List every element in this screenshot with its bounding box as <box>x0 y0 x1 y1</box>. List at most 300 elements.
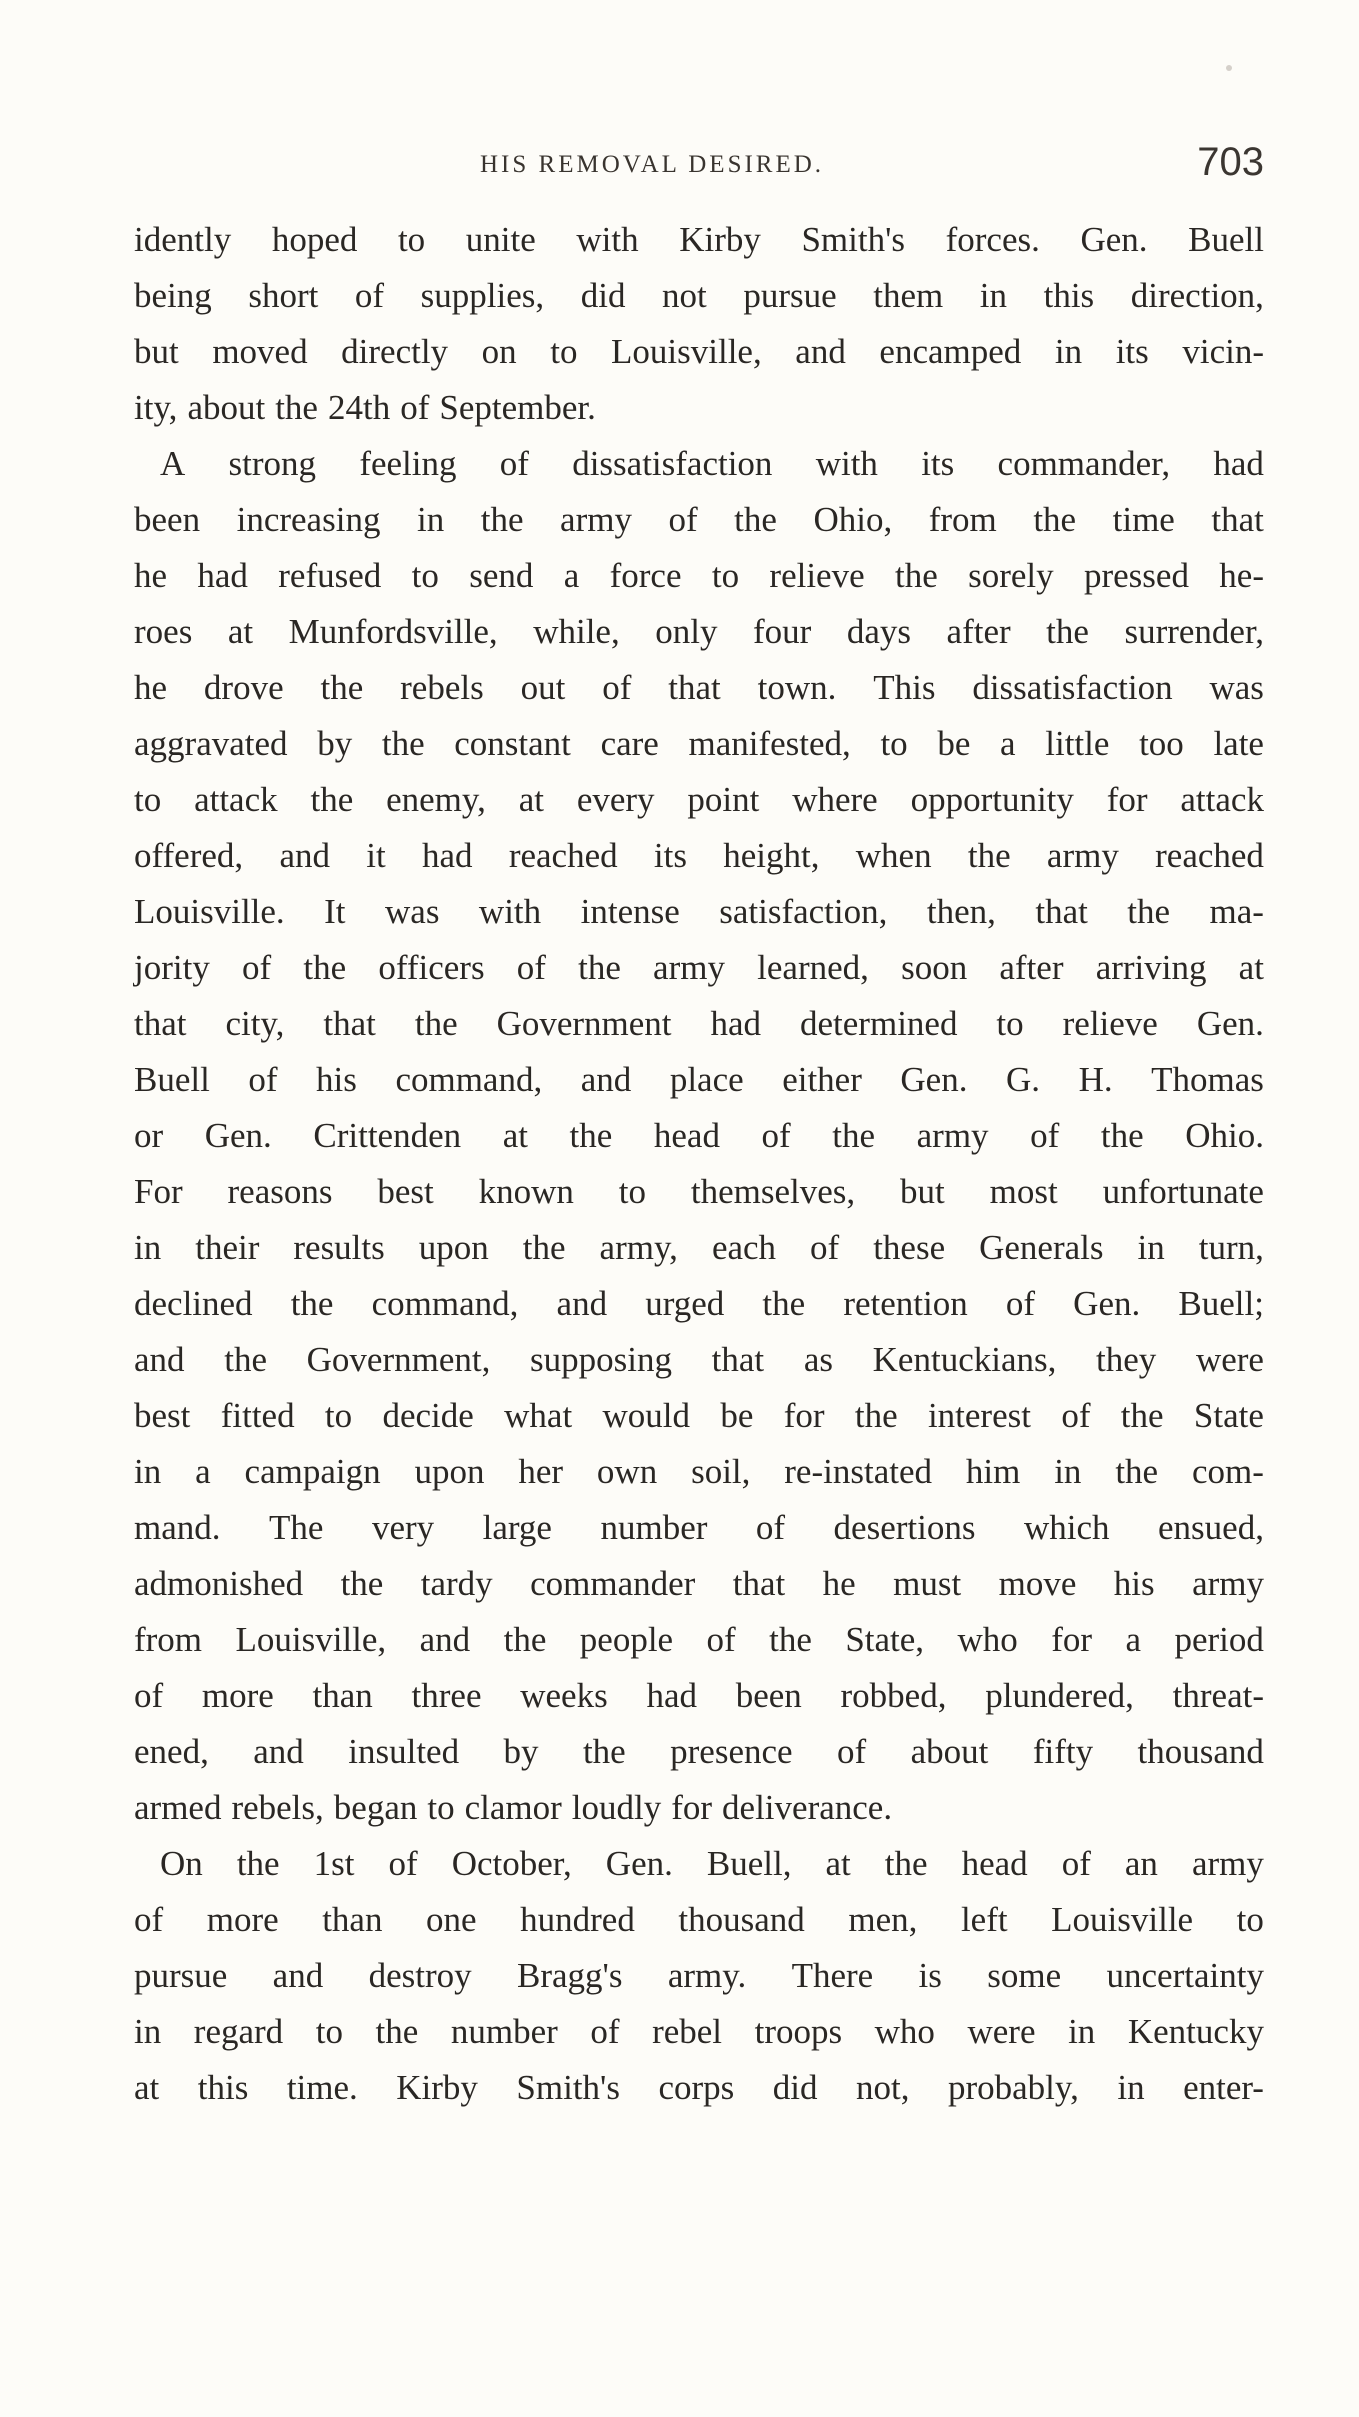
word: of <box>499 444 529 483</box>
word: to <box>618 1172 646 1211</box>
word: had <box>646 1676 697 1715</box>
word: corps <box>658 2068 735 2107</box>
word: force <box>609 556 682 595</box>
word: for <box>783 1396 825 1435</box>
word: had <box>710 1004 762 1043</box>
word: he <box>134 668 168 707</box>
word: out <box>520 668 566 707</box>
word: constant <box>454 724 571 763</box>
word: to <box>996 1004 1024 1043</box>
word: Gen. <box>1080 220 1148 259</box>
word: at <box>134 2068 160 2107</box>
word: at <box>227 612 254 651</box>
word: vicin- <box>1182 332 1264 371</box>
word: that <box>323 1004 376 1043</box>
word: Smith's <box>516 2068 620 2107</box>
word: army <box>916 1116 989 1155</box>
text-line <box>134 1108 1264 1164</box>
word: loudly <box>571 1788 662 1827</box>
word: her <box>518 1452 564 1491</box>
text-line <box>134 1948 1264 2004</box>
word: the <box>884 1844 928 1883</box>
word: to <box>550 332 578 371</box>
word: command, <box>395 1060 543 1099</box>
word: Buell, <box>706 1844 792 1883</box>
word: what <box>504 1396 573 1435</box>
text-line <box>134 996 1264 1052</box>
word: the <box>275 388 318 427</box>
word: for <box>1051 1620 1093 1659</box>
word: he <box>822 1564 856 1603</box>
word: robbed, <box>840 1676 947 1715</box>
word: army <box>1192 1564 1264 1603</box>
word: reached <box>1155 836 1264 875</box>
word: in <box>979 276 1008 315</box>
word: Gen. <box>900 1060 968 1099</box>
word: army <box>560 500 632 539</box>
word: did <box>772 2068 818 2107</box>
text-line <box>134 1556 1264 1612</box>
word: point <box>687 780 760 819</box>
word: be <box>720 1396 754 1435</box>
word: attack <box>1180 780 1264 819</box>
word: sorely <box>968 556 1054 595</box>
text-line <box>134 492 1264 548</box>
word: rebel <box>652 2012 723 2051</box>
word: the <box>414 1004 458 1043</box>
word: themselves, <box>690 1172 856 1211</box>
word: A <box>160 444 186 483</box>
word: height, <box>723 836 820 875</box>
word: were <box>1195 1340 1264 1379</box>
word: which <box>1023 1508 1110 1547</box>
word: the <box>310 780 354 819</box>
word: threat- <box>1172 1676 1264 1715</box>
word: Louisville. <box>134 892 285 931</box>
word: of <box>388 1844 418 1883</box>
word: It <box>324 892 346 931</box>
word: their <box>195 1228 260 1267</box>
word: in <box>1068 2012 1096 2051</box>
word: commander <box>530 1564 696 1603</box>
word: Louisville <box>1051 1900 1194 1939</box>
word: the <box>569 1116 613 1155</box>
paragraph-start-line <box>134 436 1264 492</box>
word: declined <box>134 1284 253 1323</box>
word: the <box>522 1228 566 1267</box>
word: either <box>782 1060 862 1099</box>
print-speck <box>1226 65 1232 71</box>
word: its <box>921 444 955 483</box>
word: were <box>967 2012 1036 2051</box>
word: supplies, <box>420 276 545 315</box>
word: with <box>815 444 878 483</box>
word: in <box>134 1228 162 1267</box>
word: the <box>1046 612 1089 651</box>
word: for <box>671 1788 713 1827</box>
text-line <box>134 2004 1264 2060</box>
word: the <box>1033 500 1077 539</box>
word: in <box>1117 2068 1145 2107</box>
word: surrender, <box>1124 612 1264 651</box>
word: move <box>998 1564 1077 1603</box>
word: to <box>711 556 740 595</box>
word: refused <box>278 556 382 595</box>
word: and <box>795 332 846 371</box>
word: than <box>322 1900 383 1939</box>
text-line <box>134 660 1264 716</box>
word: troops <box>754 2012 843 2051</box>
word: this <box>1043 276 1095 315</box>
word: be <box>937 724 971 763</box>
page-header <box>480 133 1264 193</box>
word: a <box>1125 1620 1142 1659</box>
word: decide <box>382 1396 474 1435</box>
word: that <box>668 668 721 707</box>
word: of <box>242 948 272 987</box>
word: rebels, <box>231 1788 324 1827</box>
word: of <box>668 500 698 539</box>
word: retention <box>843 1284 968 1323</box>
word: and <box>272 1956 324 1995</box>
word: than <box>312 1676 373 1715</box>
text-line <box>134 1500 1264 1556</box>
word: of <box>1030 1116 1060 1155</box>
word: strong <box>228 444 317 483</box>
word: by <box>317 724 353 763</box>
word: of <box>837 1732 867 1771</box>
word: Kirby <box>679 220 761 259</box>
word: head <box>653 1116 720 1155</box>
word: days <box>846 612 911 651</box>
text-line <box>134 1668 1264 1724</box>
word: Louisville, <box>235 1620 387 1659</box>
word: of <box>1061 1844 1091 1883</box>
word: head <box>961 1844 1028 1883</box>
word: command, <box>371 1284 519 1323</box>
word: fifty <box>1032 1732 1094 1771</box>
word: thousand <box>678 1900 805 1939</box>
word: of <box>1005 1284 1036 1323</box>
word: For <box>134 1172 183 1211</box>
word: men, <box>848 1900 918 1939</box>
text-line <box>134 324 1264 380</box>
word: these <box>873 1228 946 1267</box>
word: soil, <box>691 1452 751 1491</box>
word: determined <box>800 1004 958 1043</box>
word: Kentucky <box>1127 2012 1264 2051</box>
word: plundered, <box>985 1676 1134 1715</box>
word: the <box>762 1284 806 1323</box>
word: place <box>669 1060 744 1099</box>
word: of <box>134 1900 164 1939</box>
text-line <box>134 1612 1264 1668</box>
word: Bragg's <box>516 1956 623 1995</box>
word: and <box>580 1060 632 1099</box>
word: Gen. <box>1196 1004 1264 1043</box>
word: hoped <box>271 220 358 259</box>
word: October, <box>451 1844 572 1883</box>
word: in <box>1054 1452 1082 1491</box>
word: to <box>324 1396 353 1435</box>
word: arriving <box>1095 948 1207 987</box>
word: and <box>419 1620 471 1659</box>
text-line <box>134 1332 1264 1388</box>
text-line <box>134 1220 1264 1276</box>
word: that <box>1211 500 1264 539</box>
word: G. <box>1006 1060 1041 1099</box>
word: Munfordsville, <box>288 612 498 651</box>
word: for <box>1106 780 1148 819</box>
word: by <box>503 1732 539 1771</box>
word: On <box>160 1844 203 1883</box>
word: campaign <box>244 1452 381 1491</box>
word: army. <box>667 1956 747 1995</box>
word: short <box>248 276 319 315</box>
word: direction, <box>1130 276 1264 315</box>
word: not, <box>855 2068 910 2107</box>
word: his <box>1113 1564 1155 1603</box>
word: Kirby <box>396 2068 478 2107</box>
word: supposing <box>530 1340 672 1379</box>
word: care <box>600 724 659 763</box>
word: of <box>590 2012 620 2051</box>
text-line <box>134 1444 1264 1500</box>
text-line <box>134 1780 1264 1836</box>
word: they <box>1096 1340 1157 1379</box>
word: late <box>1213 724 1264 763</box>
word: most <box>989 1172 1058 1211</box>
word: to <box>1236 1900 1264 1939</box>
word: the <box>854 1396 898 1435</box>
word: 24th <box>327 388 391 427</box>
word: the <box>340 1564 384 1603</box>
word: reasons <box>227 1172 333 1211</box>
word: army <box>1046 836 1119 875</box>
text-line <box>134 2060 1264 2116</box>
word: Buell <box>1188 220 1264 259</box>
word: pursue <box>134 1956 228 1995</box>
text-line <box>134 716 1264 772</box>
word: did <box>580 276 626 315</box>
word: three <box>411 1676 482 1715</box>
word: not <box>662 276 707 315</box>
word: and <box>134 1340 185 1379</box>
word: them <box>873 276 944 315</box>
page-number: 703 <box>1197 140 1264 184</box>
paragraph-start-line <box>134 1836 1264 1892</box>
word: it <box>366 836 386 875</box>
word: more <box>201 1676 274 1715</box>
word: each <box>711 1228 777 1267</box>
word: and <box>279 836 330 875</box>
word: a <box>195 1452 211 1491</box>
word: rebels <box>400 668 484 707</box>
word: dissatisfaction <box>572 444 773 483</box>
word: regard <box>193 2012 284 2051</box>
word: intense <box>580 892 680 931</box>
word: State, <box>845 1620 925 1659</box>
word: feeling <box>359 444 457 483</box>
text-line <box>134 548 1264 604</box>
text-line <box>134 604 1264 660</box>
word: September. <box>439 388 596 427</box>
word: Buell; <box>1178 1284 1264 1323</box>
word: number <box>450 2012 558 2051</box>
word: time. <box>286 2068 358 2107</box>
word: ma- <box>1209 892 1264 931</box>
word: to <box>411 556 439 595</box>
word: forces. <box>945 220 1040 259</box>
word: and <box>253 1732 304 1771</box>
word: destroy <box>368 1956 472 1995</box>
word: Gen. <box>204 1116 272 1155</box>
word: at <box>825 1844 851 1883</box>
word: moved <box>212 332 308 371</box>
word: pursue <box>743 276 837 315</box>
word: the <box>967 836 1011 875</box>
word: on <box>481 332 517 371</box>
word: Kentuckians, <box>872 1340 1057 1379</box>
text-line <box>134 940 1264 996</box>
word: deliverance. <box>722 1788 893 1827</box>
word: but <box>900 1172 945 1211</box>
word: of <box>706 1620 736 1659</box>
text-line <box>134 1052 1264 1108</box>
word: the <box>320 668 364 707</box>
word: the <box>734 500 777 539</box>
word: Smith's <box>801 220 906 259</box>
word: results <box>293 1228 385 1267</box>
word: city, <box>225 1004 285 1043</box>
word: that <box>134 1004 187 1043</box>
word: manifested, <box>688 724 851 763</box>
word: that <box>732 1564 786 1603</box>
word: urged <box>645 1284 725 1323</box>
word: clamor <box>464 1788 562 1827</box>
word: began <box>333 1788 418 1827</box>
word: interest <box>927 1396 1031 1435</box>
word: was <box>1209 668 1264 707</box>
word: an <box>1124 1844 1158 1883</box>
word: enter- <box>1183 2068 1264 2107</box>
word: some <box>987 1956 1062 1995</box>
word: roes <box>134 612 193 651</box>
word: time <box>1112 500 1175 539</box>
word: in <box>134 1452 162 1491</box>
word: the <box>236 1844 280 1883</box>
word: in <box>1054 332 1083 371</box>
word: where <box>792 780 878 819</box>
word: learned, <box>757 948 869 987</box>
text-line <box>134 380 1264 436</box>
word: This <box>873 668 936 707</box>
word: fitted <box>220 1396 295 1435</box>
word: he- <box>1219 556 1264 595</box>
text-line <box>134 268 1264 324</box>
word: town. <box>757 668 837 707</box>
word: the <box>894 556 938 595</box>
word: its <box>653 836 687 875</box>
word: with <box>576 220 639 259</box>
word: own <box>596 1452 658 1491</box>
word: from <box>928 500 997 539</box>
word: unite <box>465 220 536 259</box>
word: been <box>134 500 201 539</box>
word: a <box>563 556 580 595</box>
word: opportunity <box>910 780 1074 819</box>
word: best <box>134 1396 191 1435</box>
word: the <box>582 1732 626 1771</box>
word: Government <box>496 1004 672 1043</box>
word: re-instated <box>784 1452 932 1491</box>
word: of <box>516 948 546 987</box>
word: attack <box>194 780 278 819</box>
word: Crittenden <box>313 1116 462 1155</box>
word: at <box>1238 948 1264 987</box>
word: a <box>1000 724 1016 763</box>
text-line <box>134 828 1264 884</box>
word: insulted <box>348 1732 460 1771</box>
word: but <box>134 332 179 371</box>
word: after <box>999 948 1064 987</box>
word: the <box>503 1620 547 1659</box>
word: with <box>478 892 542 931</box>
word: had <box>197 556 248 595</box>
word: of <box>400 388 430 427</box>
word: Gen. <box>1073 1284 1141 1323</box>
word: relieve <box>769 556 865 595</box>
word: Louisville, <box>611 332 762 371</box>
word: the <box>1127 892 1171 931</box>
word: of <box>761 1116 791 1155</box>
word: known <box>478 1172 574 1211</box>
word: aggravated <box>134 724 288 763</box>
word: enemy, <box>386 780 486 819</box>
word: was <box>385 892 440 931</box>
word: Gen. <box>605 1844 673 1883</box>
word: who <box>874 2012 935 2051</box>
word: or <box>134 1116 164 1155</box>
word: too <box>1139 724 1184 763</box>
word: Government, <box>306 1340 491 1379</box>
word: army, <box>599 1228 678 1267</box>
word: ensued, <box>1158 1508 1264 1547</box>
word: relieve <box>1062 1004 1158 1043</box>
word: that <box>711 1340 765 1379</box>
word: offered, <box>134 836 244 875</box>
word: been <box>735 1676 802 1715</box>
word: the <box>1100 1116 1144 1155</box>
word: about <box>187 388 266 427</box>
word: when <box>855 836 932 875</box>
word: who <box>957 1620 1018 1659</box>
word: he <box>134 556 168 595</box>
text-line <box>134 1276 1264 1332</box>
word: the <box>375 2012 419 2051</box>
word: had <box>422 836 473 875</box>
word: mand. <box>134 1508 221 1547</box>
word: of <box>602 668 632 707</box>
word: people <box>579 1620 674 1659</box>
word: The <box>269 1508 324 1547</box>
word: very <box>371 1508 435 1547</box>
word: would <box>602 1396 691 1435</box>
word: being <box>134 276 212 315</box>
word: dissatisfaction <box>972 668 1173 707</box>
word: the <box>1120 1396 1164 1435</box>
word: Generals <box>979 1228 1104 1267</box>
